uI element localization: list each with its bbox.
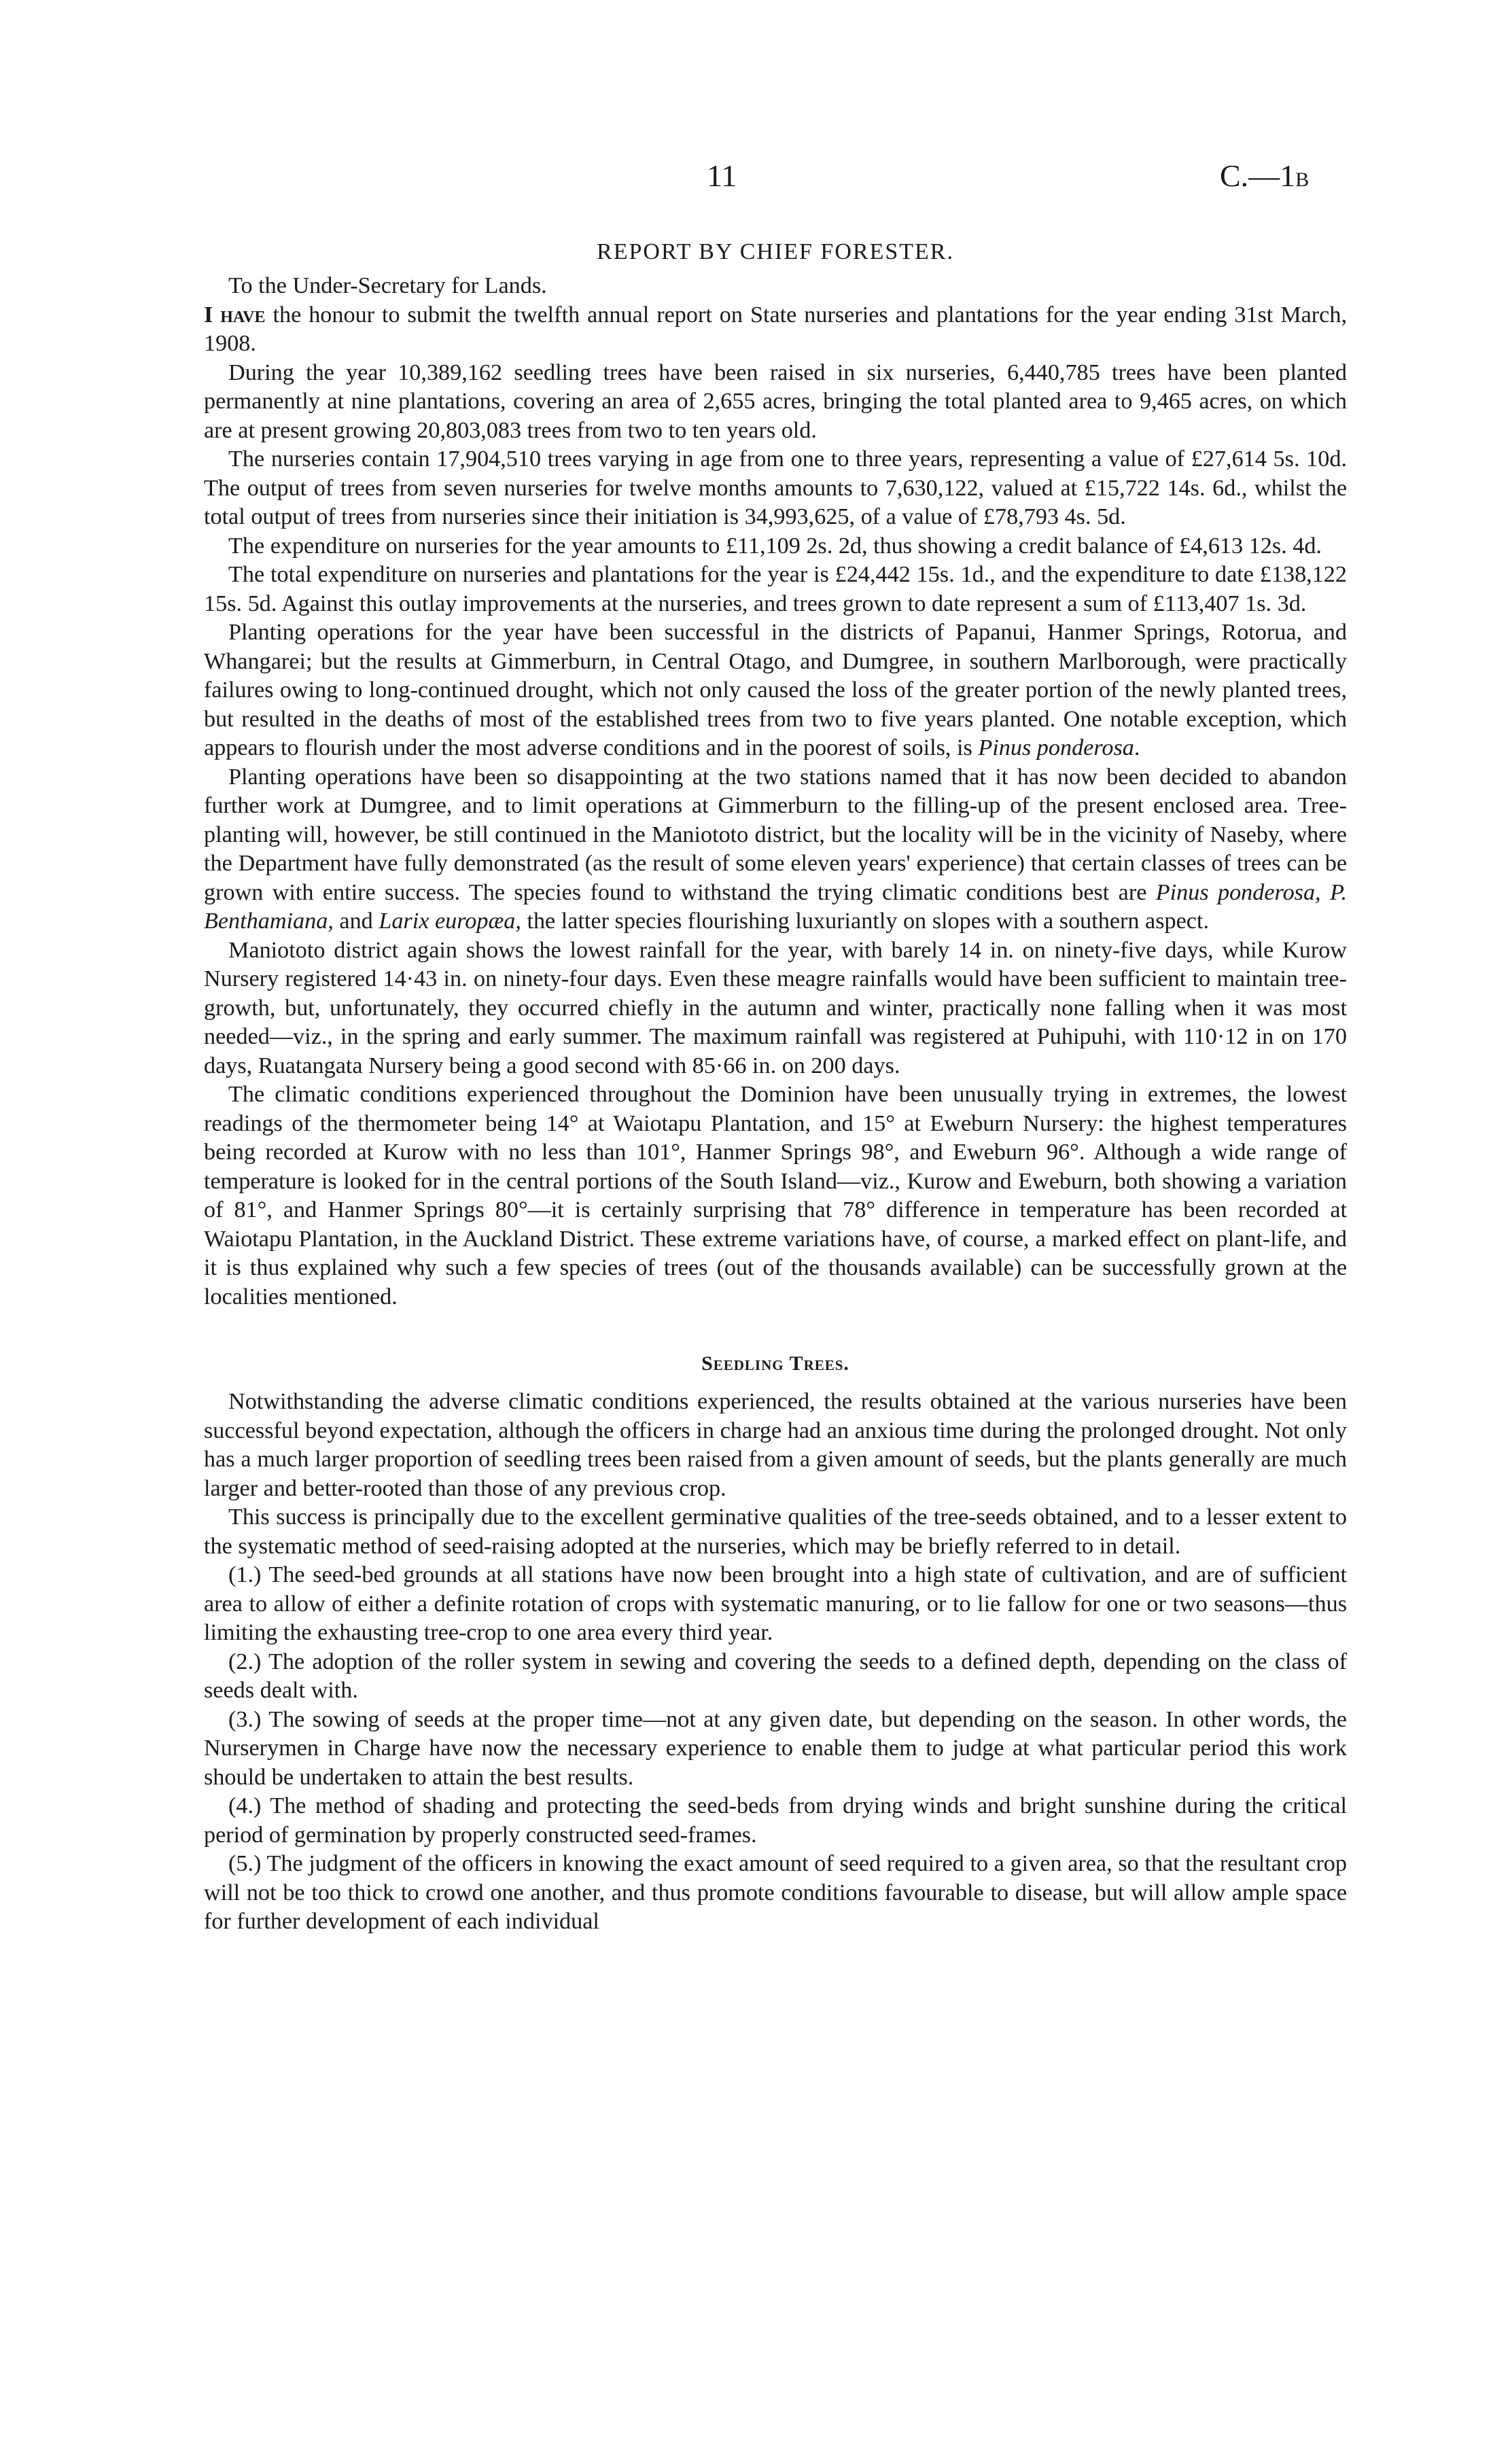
paragraph-climatic-conditions: The climatic conditions experienced throughout the Dominion have been unusually trying in extremes, the lowest readings of the thermometer being 14° at Waiotapu Plantation, and 15° at Eweburn Nursery: the highest temperatures being recorded at Kurow with no less than 101°, Hanmer Springs 98°, and Eweburn 96°. Although a wide range of temperature is looked for in the central portions of the South Island—viz., Kurow and Eweburn, both showing a variation of 81°, and Hanmer Springs 80°—it is certainly surprising that 78° difference in temperature has been recorded at Waiotapu Plantation, in the Auckland District. These extreme variations have, of course, a marked effect on plant-life, and it is thus explained why such a few species of trees (out of the thousands available) can be successfully grown at the localities mentioned. <box>204 1082 1347 1309</box>
list-item: (3.) The sowing of seeds at the proper time—not at any given date, but depending on the season. In other words, the Nurserymen in Charge have now the necessary experience to enable them to judge at what particular period this work should be undertaken to attain the best results. <box>204 1706 1347 1790</box>
paragraph-seedling-success: This success is principally due to the excellent germinative qualities of the tree-seeds obtained, and to a lesser extent to the systematic method of seed-raising adopted at the nurseries, which may be briefly referred to in detail. <box>204 1504 1347 1559</box>
stations-end: the latter species flourishing luxuriantly on slopes with a southern aspect. <box>521 909 1210 934</box>
list-item: (5.) The judgment of the officers in knowing the exact amount of seed required to a given area, so that the resultant crop will not be too thick to crowd one another, and thus promote conditions favourable to disease, but will allow ample space for further development of each individual <box>204 1851 1347 1934</box>
document-code <box>1220 158 1309 194</box>
paragraph-seedlings-raised: During the year 10,389,162 seedling trees have been raised in six nurseries, 6,440,785 trees have been planted permanently at nine plantations, covering an area of 2,655 acres, bringing the total planted area to 9,465 acres, on which are at present growing 20,803,083 trees from two to ten years old. <box>204 359 1347 443</box>
document-code-main: C.—1 <box>1220 158 1296 193</box>
species-and: and <box>333 909 379 934</box>
list-item: (4.) The method of shading and protecting the seed-beds from drying winds and bright sunshine during the critical period of germination by properly constructed seed-frames. <box>204 1793 1347 1848</box>
species-list-a: Pinus ponderosa, P. Benthamiana, <box>204 879 1347 934</box>
opening-text: the honour to submit the twelfth annual report on State nurseries and plantations for the year ending 31st March, 1908. <box>204 302 1347 356</box>
species-list-b: Larix europæa, <box>379 909 521 934</box>
paragraph-rainfall: Maniototo district again shows the lowest rainfall for the year, with barely 14 in. on ninety-five days, while Kurow Nursery registered 14·43 in. on ninety-four days. Even these meagre rainfalls would have been sufficient to maintain tree-growth, but, unfortunately, they occurred chiefly in the autumn and winter, practically none falling when it was most needed—viz., in the spring and early summer. The maximum rainfall was registered at Puhipuhi, with 110·12 in on 170 days, Ruatangata Nursery being a good second with 85·66 in. on 200 days. <box>204 937 1347 1078</box>
paragraph-planting-operations <box>204 618 1347 763</box>
stations-text: Planting operations have been so disappointing at the two stations named that it has now been decided to abandon further work at Dumgree, and to limit operations at Gimmerburn to the filling-up of the present enclosed area. Tree-planting will, however, be still continued in the Maniototo district, but the locality will be in the vicinity of Naseby, where the Department have fully demonstrated (as the result of some eleven years' experience) that certain classes of trees can be grown with entire success. The species found to withstand the trying climatic conditions best are <box>204 764 1347 905</box>
paragraph-nursery-contents: The nurseries contain 17,904,510 trees varying in age from one to three years, representing a value of £27,614 5s. 10d. The output of trees from seven nurseries for twelve months amounts to 7,630,122, valued at £15,722 14s. 6d., whilst the total output of trees from nurseries since their initiation is 34,993,625, of a value of £78,793 4s. 5d. <box>204 446 1347 529</box>
document-code-sub: B <box>1295 169 1310 191</box>
list-item: (2.) The adoption of the roller system in sewing and covering the seeds to a defined depth, depending on the class of seeds dealt with. <box>204 1649 1347 1703</box>
paragraph-opening <box>204 301 1347 359</box>
species-name: Pinus ponderosa <box>978 735 1134 760</box>
opening-word: I have <box>204 302 266 328</box>
report-title: REPORT BY CHIEF FORESTER. <box>597 239 954 264</box>
paragraph-nursery-expenditure: The expenditure on nurseries for the year amounts to £11,109 2s. 2d, thus showing a credit balance of £4,613 12s. 4d. <box>228 533 1322 559</box>
paragraph-disappointing-stations <box>204 763 1347 936</box>
planting-text: Planting operations for the year have been successful in the districts of Papanui, Hanmer Springs, Rotorua, and Whangarei; but the results at Gimmerburn, in Central Otago, and Dumgree, in southern Marlborough, were practically failures owing to long-continued drought, which not only caused the loss of the greater portion of the newly planted trees, but resulted in the deaths of most of the established trees from two to five years planted. One notable exception, which appears to flourish under the most adverse conditions and in the poorest of soils, is <box>204 620 1347 760</box>
salutation: To the Under-Secretary for Lands. <box>228 273 547 298</box>
document-body <box>204 238 1347 1937</box>
page-number: 11 <box>707 158 737 193</box>
paragraph-seedling-results: Notwithstanding the adverse climatic conditions experienced, the results obtained at the various nurseries have been successful beyond expectation, although the officers in charge had an anxious time during the prolonged drought. Not only has a much larger proportion of seedling trees been raised from a given amount of seeds, but the plants generally are much larger and better-rooted than those of any previous crop. <box>204 1389 1347 1501</box>
list-item: (1.) The seed-bed grounds at all stations have now been brought into a high state of cultivation, and are of sufficient area to allow of either a definite rotation of crops with systematic manuring, or to lie fallow for one or two seasons—thus limiting the exhausting tree-crop to one area every third year. <box>204 1562 1347 1645</box>
paragraph-total-expenditure: The total expenditure on nurseries and plantations for the year is £24,442 15s. 1d., and the expenditure to date £138,122 15s. 5d. Against this outlay improvements at the nurseries, and trees grown to date represent a sum of £113,407 1s. 3d. <box>204 562 1347 616</box>
section-heading-seedling-trees: Seedling Trees. <box>701 1352 849 1375</box>
planting-end: . <box>1134 735 1140 760</box>
